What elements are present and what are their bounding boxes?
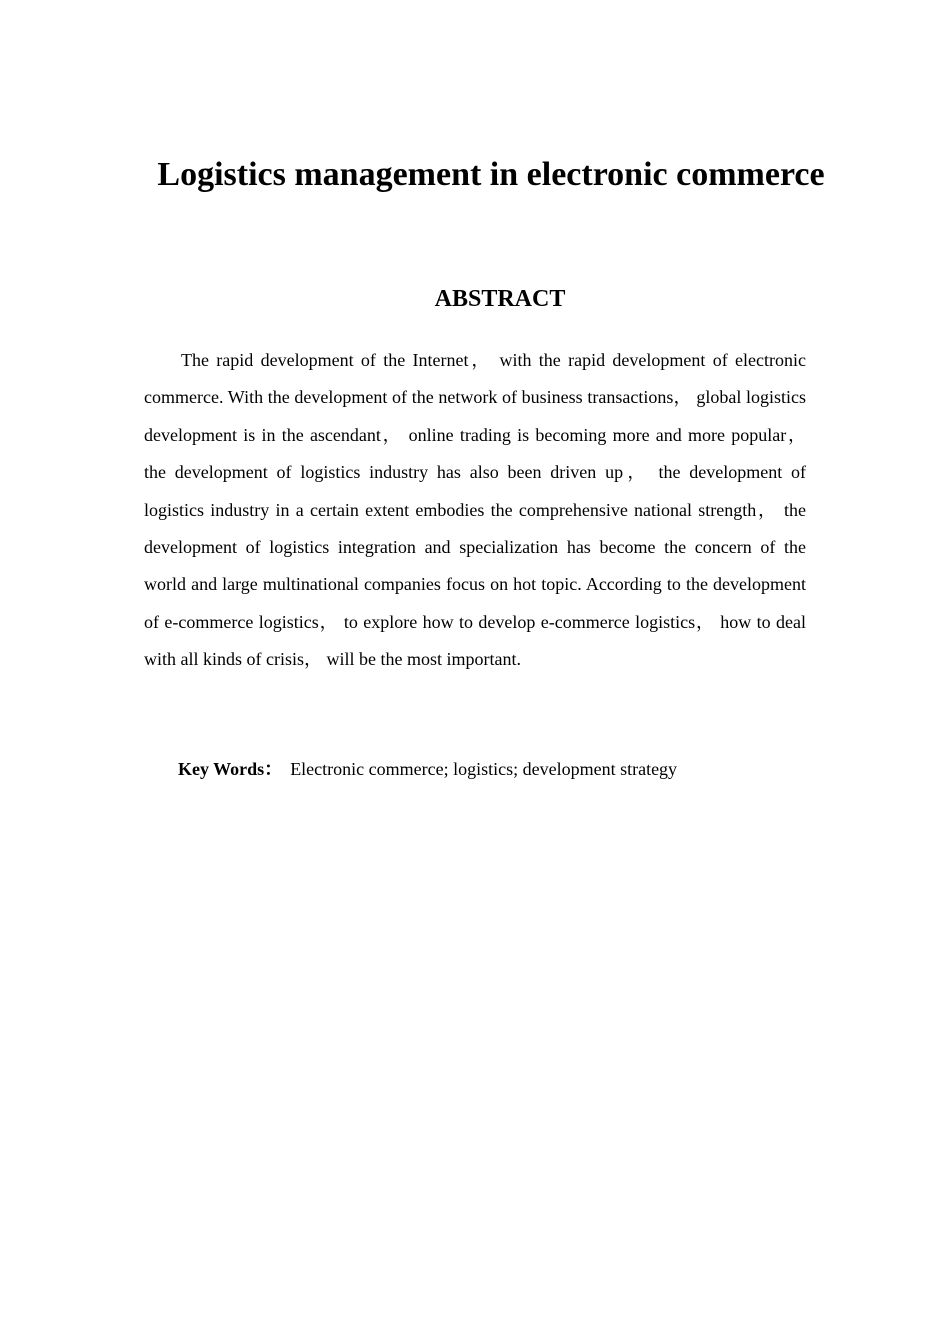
keywords-label: Key Words <box>178 759 265 779</box>
keywords-separator: ： <box>264 759 283 779</box>
keywords-value: Electronic commerce; logistics; development strategy <box>290 759 678 779</box>
document-title: Logistics management in electronic commerce <box>157 156 825 193</box>
abstract-heading: ABSTRACT <box>434 286 566 312</box>
abstract-paragraph: The rapid development of the Internet， with the rapid development of electronic commerce. With the development of the network of business transactions， global logistics development is in the ascendant， online trading is becoming more and more popular， the development of logistics industry has also been driven up， the development of logistics industry in a certain extent embodies the comprehensive national strength， the development of logistics integration and specialization has become the concern of the world and large multinational companies focus on hot topic. According to the development of e-commerce logistics， to explore how to develop e-commerce logistics， how to deal with all kinds of crisis， will be the most important. <box>144 350 806 670</box>
keywords-line <box>178 752 818 786</box>
